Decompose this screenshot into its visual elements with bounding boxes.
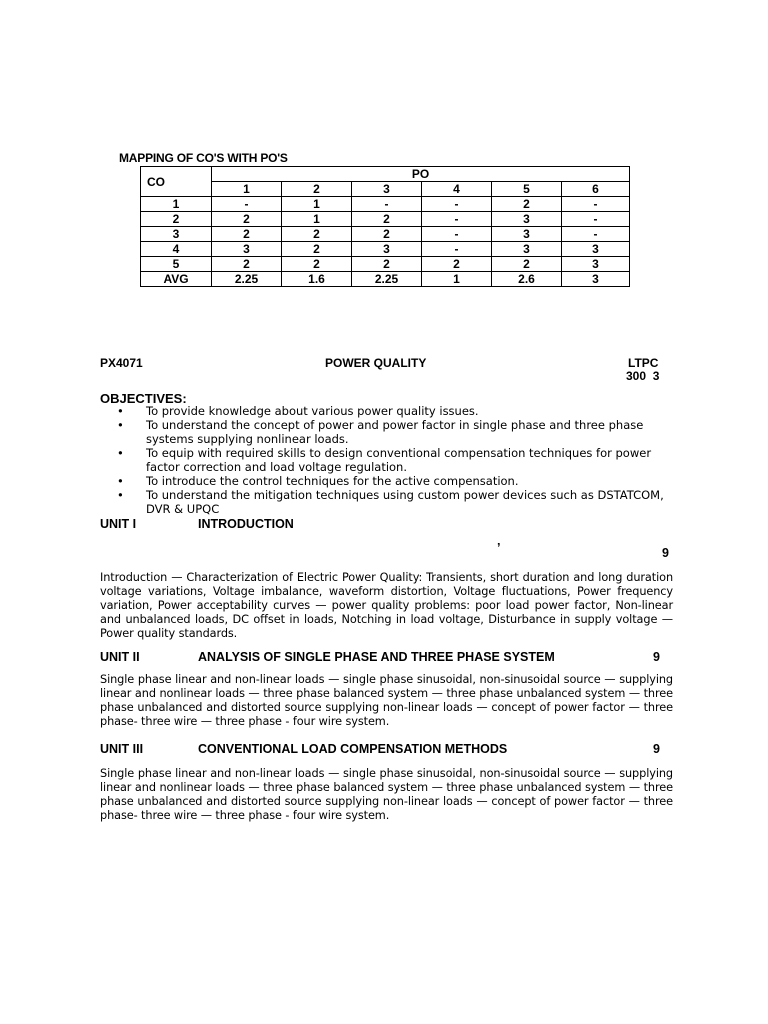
objective-text: To introduce the control techniques for the active compensation.: [146, 474, 519, 488]
unit-1-title: INTRODUCTION: [198, 517, 294, 531]
table-cell: 2: [352, 227, 422, 242]
list-item: [100, 488, 670, 516]
po-header: PO: [212, 167, 630, 182]
co-cell: 4: [141, 242, 212, 257]
table-cell: 2: [352, 212, 422, 227]
po-column-header: 3: [352, 182, 422, 197]
objective-text: To equip with required skills to design conventional compensation techniques for power factor correction and load voltage regulation.: [146, 446, 652, 474]
table-cell: 3: [352, 242, 422, 257]
co-cell: 5: [141, 257, 212, 272]
table-cell: 3: [212, 242, 282, 257]
table-cell: 2: [422, 257, 492, 272]
table-cell: 2.6: [492, 272, 562, 287]
objectives-list: [100, 404, 670, 516]
po-column-header: 6: [562, 182, 630, 197]
unit-3-hours: 9: [653, 742, 660, 756]
table-cell: 1: [282, 212, 352, 227]
table-row: [141, 242, 630, 257]
unit-2-label: UNIT II: [100, 650, 140, 664]
bullet-icon: •: [117, 404, 124, 418]
co-cell: 2: [141, 212, 212, 227]
table-cell: 2.25: [212, 272, 282, 287]
table-cell: -: [422, 242, 492, 257]
ltpc-label: LTPC: [628, 356, 659, 370]
table-cell: 2: [352, 257, 422, 272]
table-cell: 3: [562, 257, 630, 272]
table-cell: 2: [282, 257, 352, 272]
table-cell: -: [352, 197, 422, 212]
table-cell: -: [422, 197, 492, 212]
unit-1-content: Introduction — Characterization of Electric Power Quality: Transients, short duration and long duration voltage variations, Voltage imbalance, waveform distortion, Voltage fluctuations, Power frequency variation, Power acceptability curves — power quality problems: poor load power factor, Non-linear and unbalanced loads, DC offset in loads, Notching in load voltage, Disturbance in supply voltage — Power quality standards.: [100, 571, 673, 640]
table-row: [141, 227, 630, 242]
co-cell: 1: [141, 197, 212, 212]
table-cell: 1.6: [282, 272, 352, 287]
table-cell: -: [422, 227, 492, 242]
table-cell: -: [562, 197, 630, 212]
unit-3-content: Single phase linear and non-linear loads — single phase sinusoidal, non-sinusoidal source — supplying linear and nonlinear loads — three phase balanced system — three phase unbalanced system — three phase unbalanced and distorted source supplying non-linear loads — concept of power factor — three phase- three wire — three phase - four wire system.: [100, 767, 673, 822]
objectives-heading: OBJECTIVES:: [100, 391, 187, 406]
table-cell: -: [212, 197, 282, 212]
table-cell: 2: [212, 257, 282, 272]
objective-text: To provide knowledge about various power quality issues.: [146, 404, 479, 418]
table-cell: 2: [212, 227, 282, 242]
table-row: [141, 197, 630, 212]
table-cell: -: [562, 227, 630, 242]
objective-text: To understand the concept of power and power factor in single phase and three phase systems supplying nonlinear loads.: [146, 418, 644, 446]
po-column-header: 1: [212, 182, 282, 197]
unit-2-title: ANALYSIS OF SINGLE PHASE AND THREE PHASE SYSTEM: [198, 650, 555, 664]
table-cell: 3: [562, 242, 630, 257]
unit-3-label: UNIT III: [100, 742, 144, 756]
course-code: PX4071: [100, 356, 143, 370]
po-column-header: 5: [492, 182, 562, 197]
unit-2-hours: 9: [653, 650, 660, 664]
table-cell: 2: [492, 197, 562, 212]
po-column-header: 2: [282, 182, 352, 197]
table-cell: 3: [492, 227, 562, 242]
list-item: [100, 446, 670, 474]
co-header: CO: [141, 167, 212, 197]
table-cell: 2: [282, 242, 352, 257]
table-cell: 1: [282, 197, 352, 212]
course-title: POWER QUALITY: [325, 356, 427, 370]
ltpc-values: 300 3: [626, 369, 660, 383]
table-cell: 2.25: [352, 272, 422, 287]
objective-text: To understand the mitigation techniques using custom power devices such as DSTATCOM, DVR & UPQC: [146, 488, 664, 516]
po-column-header: 4: [422, 182, 492, 197]
list-item: [100, 418, 670, 446]
table-cell: 1: [422, 272, 492, 287]
unit-3-title: CONVENTIONAL LOAD COMPENSATION METHODS: [198, 742, 508, 756]
table-cell: -: [422, 212, 492, 227]
unit-1-mark: ’: [497, 541, 501, 555]
list-item: [100, 474, 670, 488]
table-row: [141, 212, 630, 227]
bullet-icon: •: [117, 474, 124, 488]
table-row: [141, 257, 630, 272]
co-cell: AVG: [141, 272, 212, 287]
table-cell: 3: [492, 212, 562, 227]
table-cell: 2: [282, 227, 352, 242]
unit-1-hours: 9: [662, 546, 669, 560]
table-cell: 3: [492, 242, 562, 257]
bullet-icon: •: [117, 418, 124, 432]
table-cell: 2: [492, 257, 562, 272]
co-po-mapping-table: [140, 166, 630, 287]
mapping-title: MAPPING OF CO'S WITH PO'S: [119, 151, 288, 165]
table-cell: 3: [562, 272, 630, 287]
po-columns-row: [141, 182, 630, 197]
unit-1-label: UNIT I: [100, 517, 137, 531]
bullet-icon: •: [117, 446, 124, 460]
table-cell: 2: [212, 212, 282, 227]
list-item: [100, 404, 670, 418]
table-row-average: [141, 272, 630, 287]
bullet-icon: •: [117, 488, 124, 502]
table-cell: -: [562, 212, 630, 227]
co-cell: 3: [141, 227, 212, 242]
unit-2-content: Single phase linear and non-linear loads — single phase sinusoidal, non-sinusoidal source — supplying linear and nonlinear loads — three phase balanced system — three phase unbalanced system — three phase unbalanced and distorted source supplying non-linear loads — concept of power factor — three phase- three wire — three phase - four wire system.: [100, 673, 673, 728]
